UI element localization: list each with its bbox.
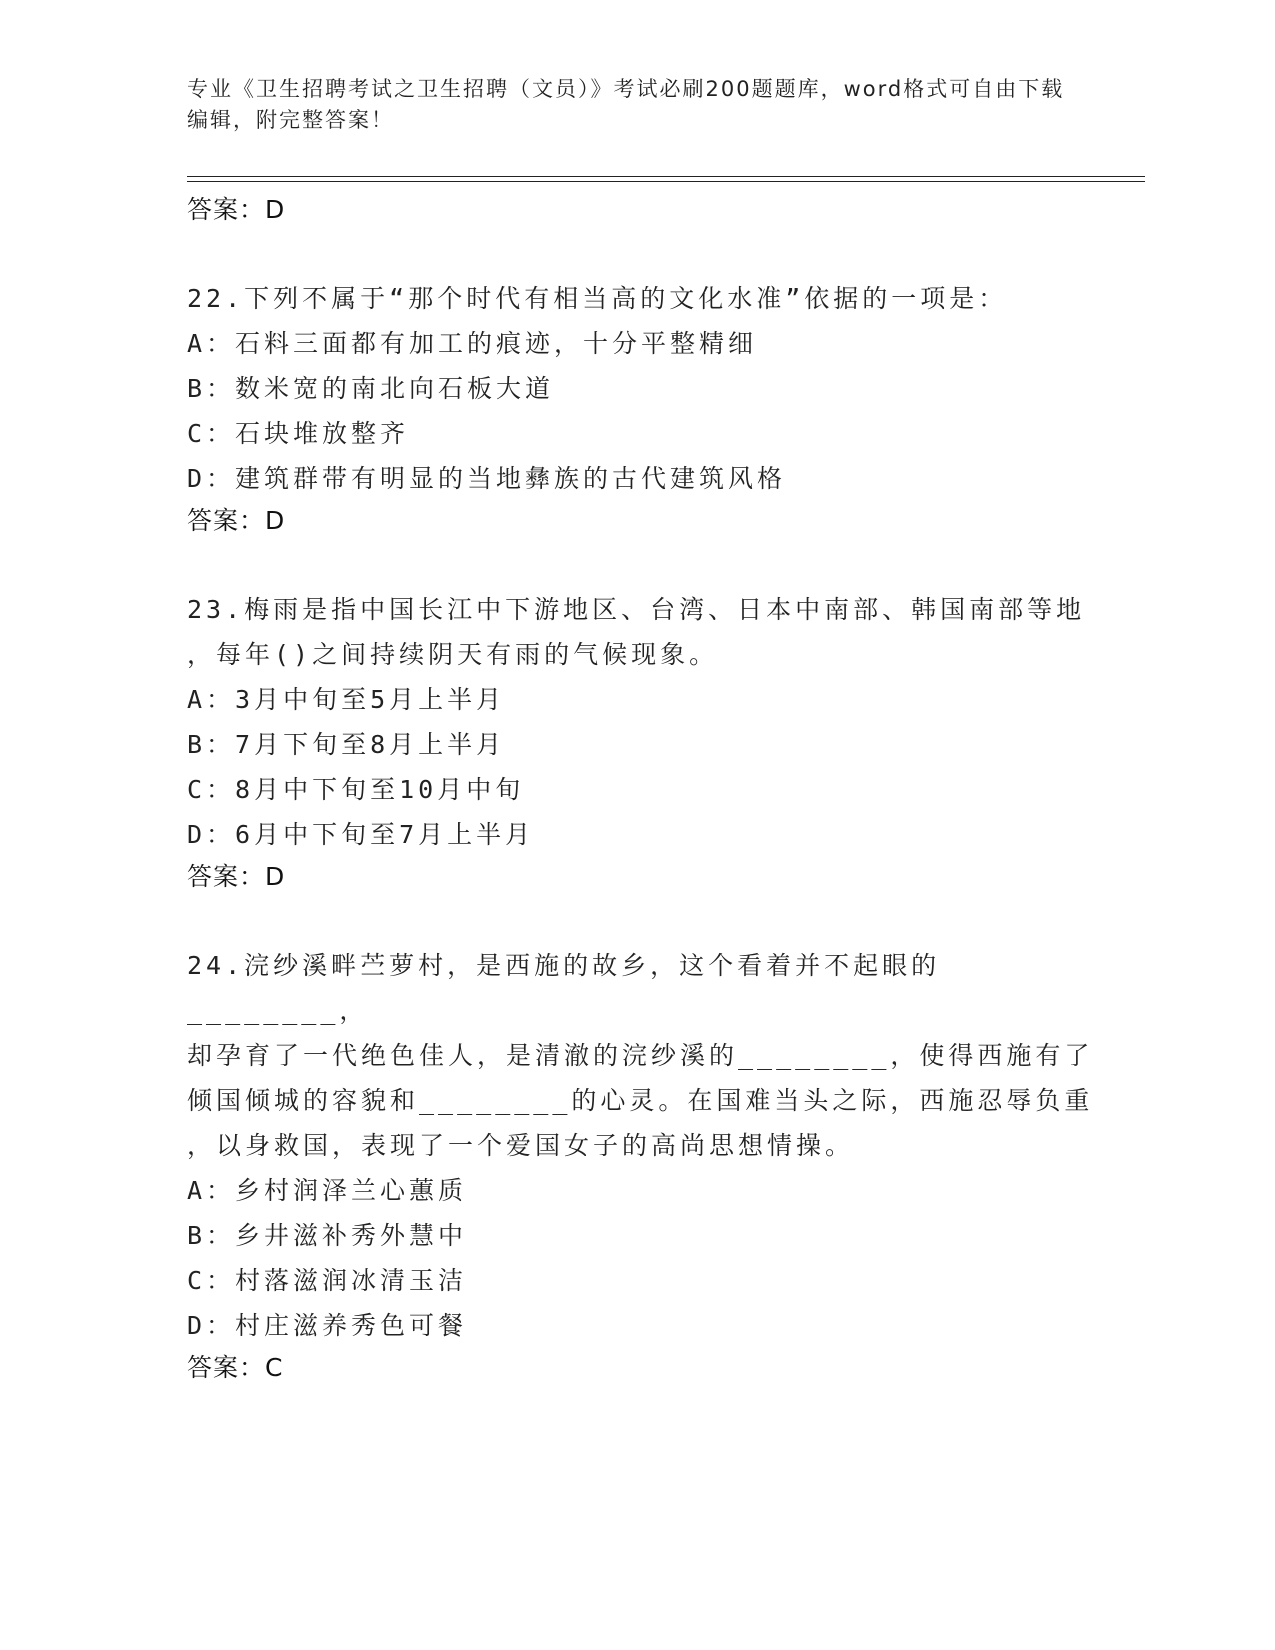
option-a: A：乡村润泽兰心蕙质 bbox=[187, 1176, 468, 1205]
option-a: A：石料三面都有加工的痕迹，十分平整精细 bbox=[187, 329, 758, 358]
question-stem: ，每年()之间持续阴天有雨的气候现象。 bbox=[187, 640, 719, 669]
previous-answer: 答案：D bbox=[187, 195, 286, 224]
option-c: C：石块堆放整齐 bbox=[187, 419, 410, 448]
question-stem: 23.梅雨是指中国长江中下游地区、台湾、日本中南部、韩国南部等地 bbox=[187, 595, 1086, 624]
option-c: C：8月中下旬至10月中旬 bbox=[187, 775, 525, 804]
question-23 bbox=[187, 587, 1107, 897]
document-body bbox=[187, 190, 1107, 1388]
option-b: B：乡井滋补秀外慧中 bbox=[187, 1221, 468, 1250]
question-stem: 却孕育了一代绝色佳人，是清澈的浣纱溪的________，使得西施有了 bbox=[187, 1041, 1094, 1070]
header-title: 专业《卫生招聘考试之卫生招聘（文员）》考试必刷200题题库，word格式可自由下载编辑，附完整答案！ bbox=[187, 77, 1065, 132]
question-stem: 22.下列不属于“那个时代有相当高的文化水准”依据的一项是： bbox=[187, 284, 1008, 313]
option-d: D：建筑群带有明显的当地彝族的古代建筑风格 bbox=[187, 464, 787, 493]
option-d: D：6月中下旬至7月上半月 bbox=[187, 820, 535, 849]
option-b: B：数米宽的南北向石板大道 bbox=[187, 374, 555, 403]
question-24 bbox=[187, 943, 1107, 1388]
header-rule-bottom bbox=[187, 181, 1145, 182]
answer: 答案：D bbox=[187, 862, 286, 891]
option-c: C：村落滋润冰清玉洁 bbox=[187, 1266, 468, 1295]
answer: 答案：D bbox=[187, 506, 286, 535]
document-header bbox=[187, 74, 1087, 136]
answer: 答案：C bbox=[187, 1353, 284, 1382]
question-stem: 倾国倾城的容貌和________的心灵。在国难当头之际，西施忍辱负重 bbox=[187, 1086, 1094, 1115]
header-rule-top bbox=[187, 176, 1145, 177]
question-22 bbox=[187, 276, 1107, 541]
option-b: B：7月下旬至8月上半月 bbox=[187, 730, 506, 759]
option-a: A：3月中旬至5月上半月 bbox=[187, 685, 506, 714]
option-d: D：村庄滋养秀色可餐 bbox=[187, 1311, 468, 1340]
question-stem: 24.浣纱溪畔苎萝村，是西施的故乡，这个看着并不起眼的________， bbox=[187, 951, 941, 1025]
question-stem: ，以身救国，表现了一个爱国女子的高尚思想情操。 bbox=[187, 1131, 855, 1160]
